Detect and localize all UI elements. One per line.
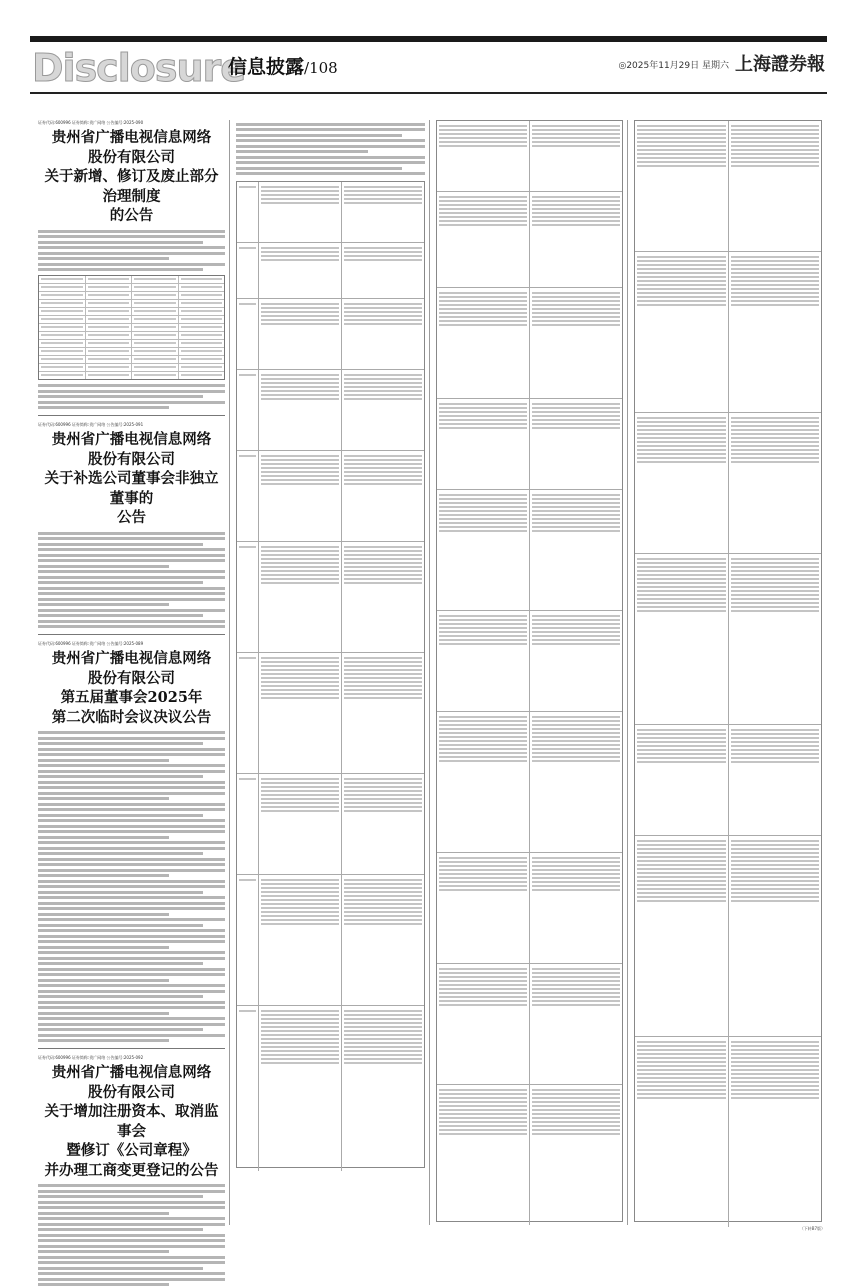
announcement-1 bbox=[38, 120, 225, 409]
announcement-title: 贵州省广播电视信息网络 股份有限公司 关于增加注册资本、取消监事会 暨修订《公司章程》 并办理工商变更登记的公告 bbox=[44, 1064, 219, 1179]
announcement-title: 贵州省广播电视信息网络 股份有限公司 关于补选公司董事会非独立董事的 公告 bbox=[44, 431, 219, 526]
announcement-code: 证券代码:600996 证券简称:贵广网络 公告编号:2025-089 bbox=[38, 641, 144, 646]
announcement-code: 证券代码:600996 证券简称:贵广网络 公告编号:2025-092 bbox=[38, 1055, 144, 1060]
top-bar bbox=[30, 36, 827, 42]
disclosure-logo: Disclosure bbox=[32, 46, 246, 90]
announcement-title: 贵州省广播电视信息网络 股份有限公司 第五届董事会2025年 第二次临时会议决议公告 bbox=[51, 650, 212, 726]
announcement-code: 证券代码:600996 证券简称:贵广网络 公告编号:2025-090 bbox=[38, 120, 144, 125]
masthead bbox=[30, 44, 827, 88]
amendment-table bbox=[436, 120, 623, 1222]
announcement-3 bbox=[38, 641, 225, 1042]
column-2 bbox=[232, 120, 430, 1225]
amendment-table bbox=[634, 120, 822, 1222]
continued-note: （下转B7版） bbox=[799, 1226, 825, 1231]
column-3 bbox=[432, 120, 628, 1225]
announcement-code: 证券代码:600996 证券简称:贵广网络 公告编号:2025-091 bbox=[38, 422, 144, 427]
announcement-2 bbox=[38, 422, 225, 628]
column-4 bbox=[630, 120, 826, 1225]
page-number: /108 bbox=[304, 59, 338, 77]
rules-table bbox=[38, 275, 225, 380]
announcement-4 bbox=[38, 1055, 225, 1286]
issue-date: ◎2025年11月29日 星期六 bbox=[618, 61, 729, 71]
newspaper-name: 上海證券報 bbox=[735, 54, 825, 75]
announcement-title: 贵州省广播电视信息网络 股份有限公司 关于新增、修订及废止部分治理制度 的公告 bbox=[44, 129, 219, 224]
section-title: 信息披露/108 bbox=[228, 56, 338, 78]
header-rule bbox=[30, 92, 827, 94]
column-1 bbox=[34, 120, 230, 1225]
amendment-table bbox=[236, 181, 425, 1168]
